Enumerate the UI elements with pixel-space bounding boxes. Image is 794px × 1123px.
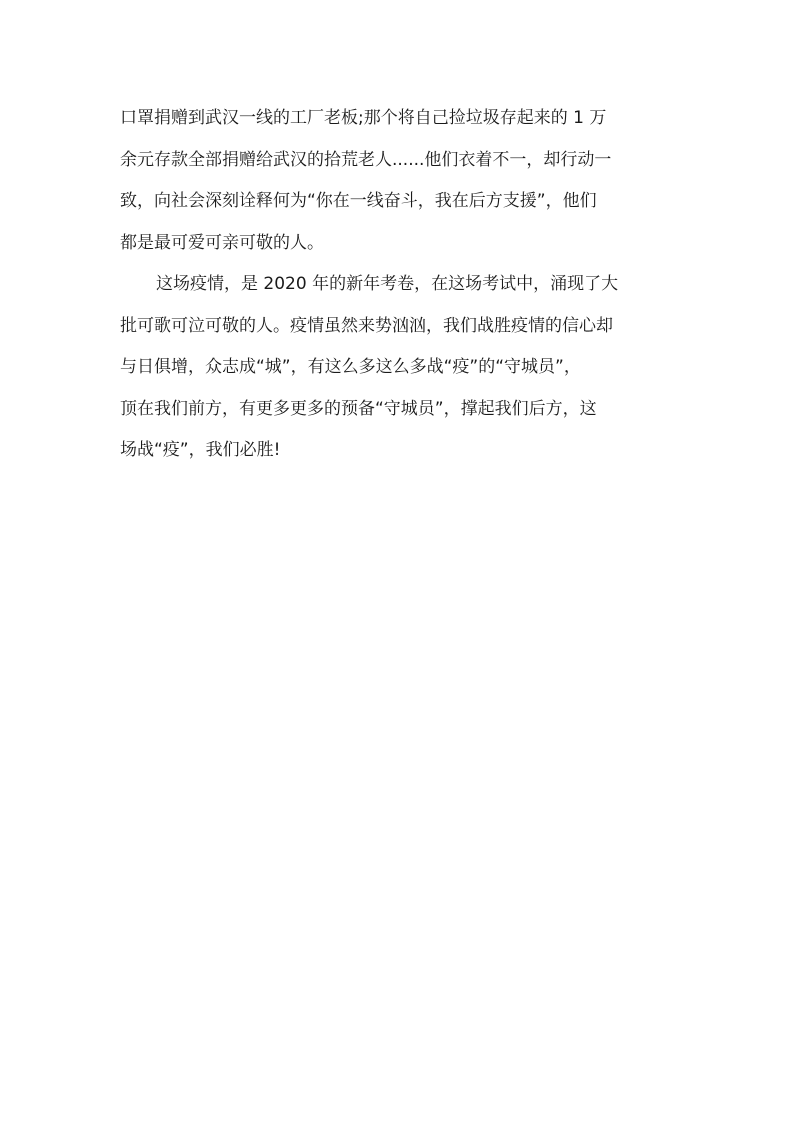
text-line: 顶在我们前方，有更多更多的预备“守城员”，撑起我们后方，这 [120,398,597,419]
paragraph-start-line: 这场疫情，是 2020 年的新年考卷，在这场考试中，涌现了大 [156,274,619,294]
text-line: 致，向社会深刻诠释何为“你在一线奋斗，我在后方支援”，他们 [120,191,597,211]
text-line: 批可歌可泣可敬的人。疫情虽然来势汹汹，我们战胜疫情的信心却 [120,315,613,336]
text-line: 与日俱增，众志成“城”，有这么多这么多战“疫”的“守城员”， [120,357,581,377]
text-line: 场战“疫”，我们必胜! [120,440,281,460]
text-line: 都是最可爱可亲可敬的人。 [120,232,324,253]
text-line: 余元存款全部捐赠给武汉的拾荒老人......他们衣着不一，却行动一 [120,149,612,170]
text-line: 口罩捐赠到武汉一线的工厂老板;那个将自己捡垃圾存起来的 1 万 [120,108,607,128]
body-text [120,101,680,475]
